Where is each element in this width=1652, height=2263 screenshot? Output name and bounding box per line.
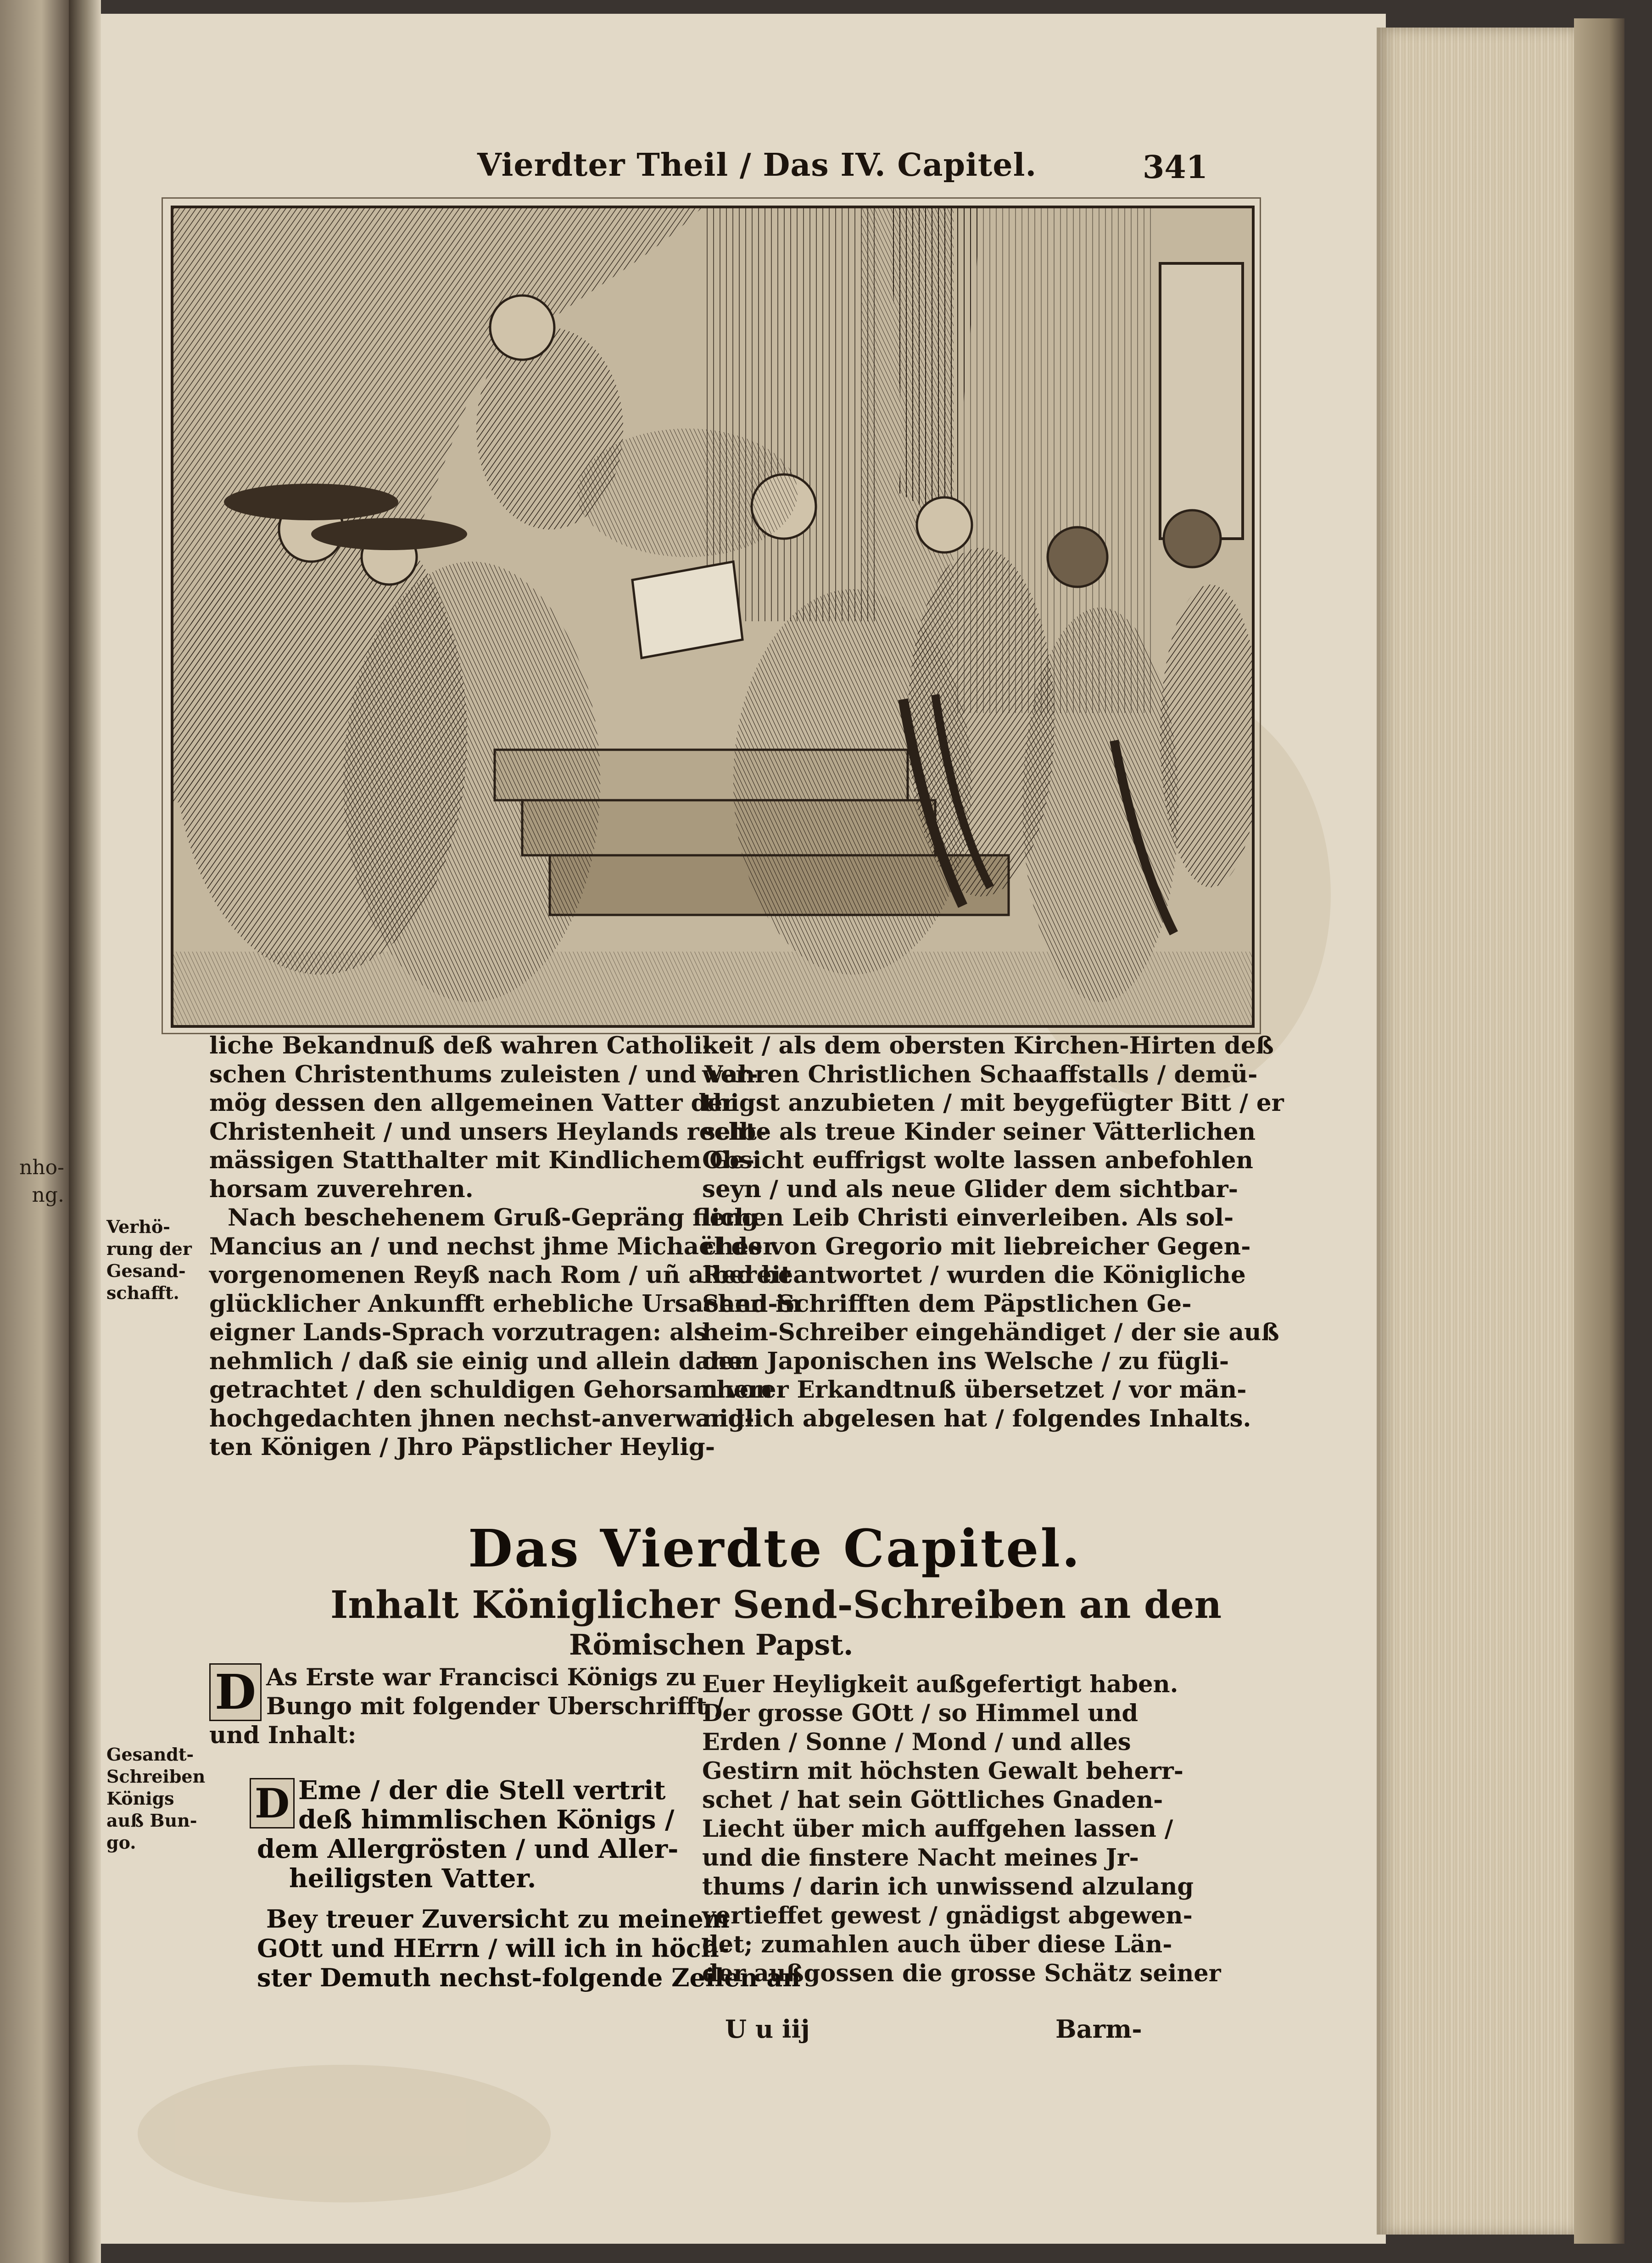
text-line: liche Bekandnuß deß wahren Catholi- [209, 1032, 713, 1059]
text-line: Liecht über mich auffgehen lassen / [702, 1815, 1173, 1843]
text-line: vertieffet gewest / gnädigst abgewen- [702, 1902, 1193, 1929]
text-line: Mancius an / und nechst jhme Michaël der [209, 1232, 776, 1260]
engraving-illustration [171, 206, 1255, 1028]
margin-note-line: Gesand- [106, 1260, 186, 1281]
margin-note-line: Königs [106, 1788, 174, 1809]
text-line: dem Allergrösten / und Aller- [257, 1834, 679, 1864]
margin-note-line: schafft. [106, 1282, 179, 1303]
text-line: dem Japonischen ins Welsche / zu fügli- [702, 1347, 1229, 1375]
text-line: Gestirn mit höchsten Gewalt beherr- [702, 1757, 1183, 1785]
text-line: horsam zuverehren. [209, 1175, 474, 1203]
text-line: GOtt und HErrn / will ich in höch- [257, 1934, 730, 1963]
text-line: und die finstere Nacht meines Jr- [702, 1844, 1139, 1872]
text-line: und Inhalt: [209, 1722, 357, 1749]
text-line: heim-Schreiber eingehändiget / der sie auß [702, 1319, 1279, 1346]
text-line: getrachtet / den schuldigen Gehorsam von [209, 1376, 773, 1404]
text-line: niglich abgelesen hat / folgendes Inhalts. [702, 1405, 1251, 1432]
margin-note-line: auß Bun- [106, 1810, 197, 1831]
margin-note-hearing [106, 1216, 192, 1304]
chapter-title: Das Vierdte Capitel. [468, 1519, 1082, 1579]
text-line: wahren Christlichen Schaaffstalls / demü- [702, 1060, 1258, 1088]
margin-note-line: Schreiben [106, 1766, 206, 1787]
margin-note-line: Gesandt- [106, 1744, 194, 1765]
text-line: thigst anzubieten / mit beygefügter Bitt / er [702, 1089, 1284, 1117]
text-line: der außgossen die grosse Schätz seiner [702, 1960, 1221, 1987]
chapter-subtitle: Inhalt Königlicher Send-Schreiben an den [330, 1583, 1222, 1627]
text-line: Christenheit / und unsers Heylands recht- [209, 1118, 767, 1146]
text-line: nehmlich / daß sie einig und allein daher [209, 1347, 755, 1375]
text-line: heiligsten Vatter. [289, 1863, 536, 1894]
left-page-fragment: ng. [32, 1183, 64, 1207]
chapter-subtitle-continued: Römischen Papst. [569, 1628, 854, 1661]
text-line: Eme / der die Stell vertrit [298, 1775, 666, 1806]
cover-edge [1574, 18, 1624, 2244]
text-line: Bey treuer Zuversicht zu meinem [266, 1904, 730, 1934]
text-line: Der grosse GOtt / so Himmel und [702, 1700, 1139, 1727]
text-line: glücklicher Ankunfft erhebliche Ursachen in [209, 1290, 802, 1318]
body-top-right-column [702, 1031, 1284, 1433]
text-line: Obsicht euffrigst wolte lassen anbefohlen [702, 1147, 1253, 1174]
intro-lines [266, 1663, 724, 1721]
paper-stain [138, 2065, 551, 2202]
intro-lines-continued [209, 1721, 356, 1750]
text-line: deß himmlischen Königs / [298, 1805, 675, 1835]
margin-note-line: rung der [106, 1238, 192, 1259]
body-top-left-column [209, 1031, 802, 1462]
text-line: Nach beschehenem Gruß-Gepräng fieng [228, 1204, 759, 1232]
page-number: 341 [1143, 149, 1208, 186]
text-line: vorgenomenen Reyß nach Rom / uñ albereit [209, 1261, 792, 1289]
text-line: schet / hat sein Göttliches Gnaden- [702, 1786, 1163, 1814]
text-line: selbe als treue Kinder seiner Vätterlichen [702, 1118, 1256, 1146]
body-bottom-right-column [702, 1670, 1221, 1988]
margin-note-line: go. [106, 1832, 136, 1853]
text-line: hochgedachten jhnen nechst-anverwand- [209, 1405, 754, 1432]
text-line: Red beantwortet / wurden die Königliche [702, 1261, 1246, 1289]
text-line: ten Königen / Jhro Päpstlicher Heylig- [209, 1433, 715, 1461]
text-line: ster Demuth nechst-folgende Zeilen an [257, 1963, 801, 1992]
text-line: cherer Erkandtnuß übersetzet / vor män- [702, 1376, 1247, 1404]
fore-edge [1377, 28, 1574, 2235]
letter-salutation [257, 1776, 678, 1893]
text-line: thums / darin ich unwissend alzulang [702, 1873, 1194, 1901]
letter-drop-cap: D [250, 1778, 295, 1828]
text-line: keit / als dem obersten Kirchen-Hirten deß [702, 1032, 1274, 1059]
text-line: Bungo mit folgender Uberschrifft / [266, 1693, 724, 1720]
text-line: lichen Leib Christi einverleiben. Als sol- [702, 1204, 1234, 1232]
text-line: ches von Gregorio mit liebreicher Gegen- [702, 1232, 1251, 1260]
left-page-edge [0, 0, 69, 2263]
text-line: mässigen Statthalter mit Kindlichem Ge- [209, 1147, 755, 1174]
left-page-fragment: nho- [19, 1156, 64, 1179]
text-line: eigner Lands-Sprach vorzutragen: als [209, 1319, 707, 1346]
engraving-audience-scene-icon [173, 208, 1252, 1025]
text-line: det; zumahlen auch über diese Län- [702, 1931, 1172, 1958]
text-line: schen Christenthums zuleisten / und Ver- [209, 1060, 758, 1088]
text-line: seyn / und als neue Glider dem sichtbar- [702, 1175, 1239, 1203]
drop-cap-initial: D [209, 1663, 262, 1721]
text-line: Send-Schrifften dem Päpstlichen Ge- [702, 1290, 1192, 1318]
text-line: As Erste war Francisci Königs zu [266, 1664, 697, 1691]
text-line: Euer Heyligkeit außgefertigt haben. [702, 1671, 1178, 1698]
signature-mark: U u iij [725, 2014, 810, 2044]
margin-note-line: Verhö- [106, 1216, 170, 1237]
catchword: Barm- [1055, 2014, 1142, 2044]
text-line: mög dessen den allgemeinen Vatter der [209, 1089, 735, 1117]
text-line: Erden / Sonne / Mond / und alles [702, 1728, 1131, 1756]
running-head: Vierdter Theil / Das IV. Capitel. [477, 147, 1037, 184]
margin-note-letter [106, 1744, 205, 1854]
book-gutter [69, 0, 101, 2263]
